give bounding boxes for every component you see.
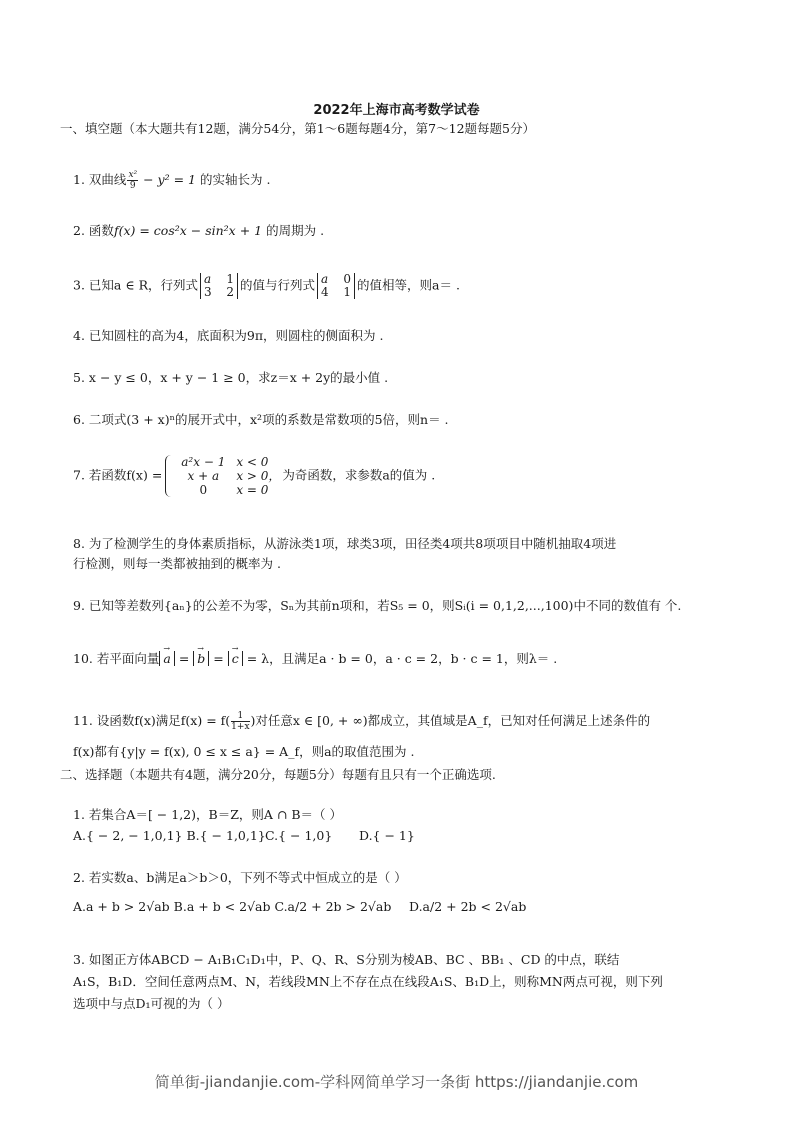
fill-question-8: 8. 为了检测学生的身体素质指标，从游泳类1项，球类3项，田径类4项共8项项目中随机抽取4项进 [73, 536, 617, 551]
determinant-2: a 0 4 1 [317, 273, 355, 299]
option-b[interactable]: B.a + b < 2√ab [173, 899, 271, 914]
option-b[interactable]: B.{ − 1,0,1} [186, 828, 266, 843]
fill-question-8-line2: 行检测，则每一类都被抽到的概率为 . [73, 556, 281, 571]
fill-question-2: 2. 函数f(x) = cos²x − sin²x + 1 的周期为 . [73, 223, 325, 238]
piecewise-function: a²x − 1 x < 0 x + a x > 0， 0 x = 0 [165, 455, 282, 497]
fill-question-5: 5. x − y ≤ 0，x + y − 1 ≥ 0，求z＝x + 2y的最小值 . [73, 370, 389, 385]
choice-question-2-options [73, 898, 527, 916]
watermark-footer: 简单街-jiandanjie.com-学科网简单学习一条街 https://jiandanjie.com [154, 1073, 639, 1091]
fill-question-4: 4. 已知圆柱的高为4，底面积为9π，则圆柱的侧面积为 . [73, 328, 384, 343]
option-c[interactable]: C.a/2 + 2b > 2√ab [274, 899, 392, 914]
fill-question-10: 10. 若平面向量 → a = → b = → c = λ，且满足a · b = 0，a · c = 2，b · c = 1，则λ＝ . [73, 650, 557, 668]
fill-question-11-line2: f(x)都有{y|y = f(x), 0 ≤ x ≤ a} = A_f，则a的取值范围为 . [73, 744, 415, 759]
choice-question-3: 3. 如图正方体ABCD − A₁B₁C₁D₁中，P、Q、R、S分别为棱AB、BC 、BB₁ 、CD 的中点，联结 [73, 952, 620, 967]
fill-question-3: 3. 已知a ∈ R，行列式 a 1 3 2 的值与行列式 a 0 4 1 的值相等，则a＝ . [73, 272, 460, 299]
option-d[interactable]: D.{ − 1} [359, 828, 415, 843]
page-title: 2022年上海市高考数学试卷 [313, 103, 480, 118]
choice-question-3-line2: A₁S，B₁D．空间任意两点M、N，若线段MN上不存在点在线段A₁S、B₁D上，则称MN两点可视，则下列 [73, 974, 663, 989]
section2-heading: 二、选择题（本题共有4题，满分20分，每题5分）每题有且只有一个正确选项. [60, 767, 496, 782]
option-a[interactable]: A.{ − 2, − 1,0,1} [73, 828, 183, 843]
option-a[interactable]: A.a + b > 2√ab [73, 899, 170, 914]
fraction: $\frac{1}{1+x}$ [231, 711, 250, 732]
fill-question-6: 6. 二项式(3 + x)ⁿ的展开式中，x²项的系数是常数项的5倍，则n＝ . [73, 412, 449, 427]
option-d[interactable]: D.a/2 + 2b < 2√ab [409, 899, 527, 914]
fill-question-9: 9. 已知等差数列{aₙ}的公差不为零，Sₙ为其前n项和，若S₅ = 0，则Sᵢ(i = 0,1,2,...,100)中不同的数值有 个. [73, 598, 682, 613]
fraction: $\frac{\text{x²}}{9}$ [128, 170, 138, 191]
section1-heading: 一、填空题（本大题共有12题，满分54分，第1～6题每题4分，第7～12题每题5分） [60, 121, 535, 136]
fill-question-11: 11. 设函数f(x)满足f(x) = f( $\frac{1}{1+x}$ )对任意x ∈ [0, + ∞)都成立，其值域是A_f，已知对任何满足上述条件的 [73, 711, 651, 732]
choice-question-2: 2. 若实数a、b满足a＞b＞0，下列不等式中恒成立的是（ ） [73, 870, 407, 885]
fill-question-7: 7. 若函数f(x) = a²x − 1 x < 0 x + a x > 0， 0 x = 0 为奇函数，求参数a的值为 . [73, 455, 436, 497]
determinant-1: a 1 3 2 [200, 273, 238, 299]
fill-question-1: 1. 双曲线 $\frac{\text{x²}}{9}$ − y² = 1 的实轴长为 . [73, 170, 271, 191]
choice-question-3-line3: 选项中与点D₁可视的为（ ） [73, 996, 230, 1011]
choice-question-1: 1. 若集合A＝[ − 1,2)，B＝Z，则A ∩ B＝（ ） [73, 807, 342, 822]
choice-question-1-options [73, 827, 415, 845]
option-c[interactable]: C.{ − 1,0} [265, 828, 333, 843]
